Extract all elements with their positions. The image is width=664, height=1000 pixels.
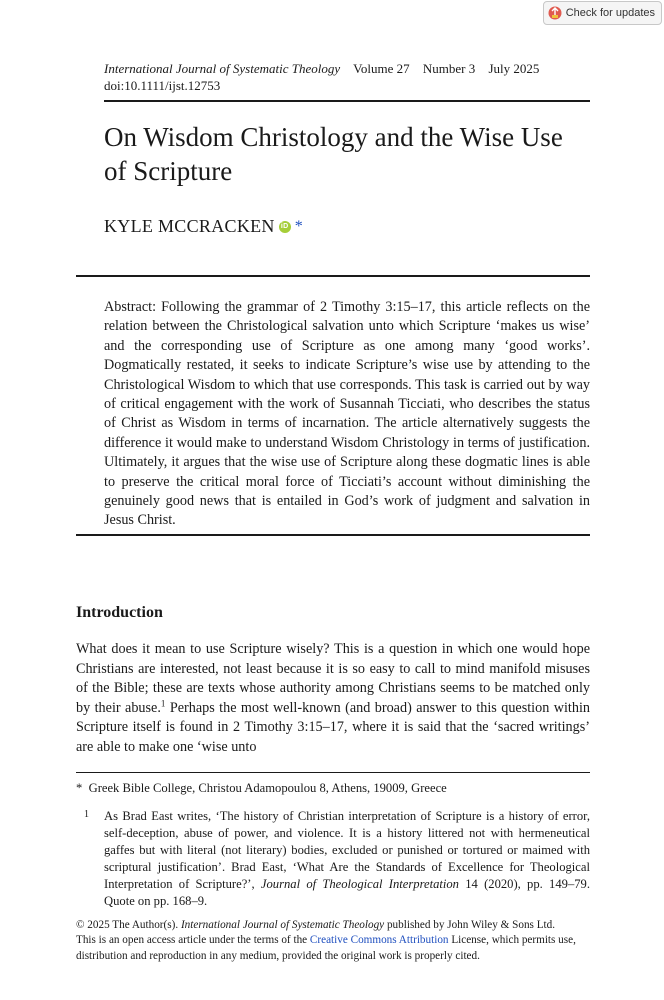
affiliation-text: Greek Bible College, Christou Adamopoulou 8, Athens, 19009, Greece	[88, 781, 447, 795]
body-paragraph	[76, 640, 590, 758]
abstract-top-rule	[76, 275, 590, 277]
volume: Volume 27	[353, 61, 410, 76]
journal-meta	[104, 60, 539, 94]
license-prefix: This is an open access article under the terms of the	[76, 934, 310, 947]
orcid-icon[interactable]: iD	[279, 221, 291, 233]
header-rule	[104, 100, 590, 102]
journal-name: International Journal of Systematic Theology	[104, 61, 341, 76]
check-for-updates-label: Check for updates	[565, 7, 655, 19]
author-line	[104, 216, 303, 237]
issue-number: Number 3	[422, 61, 476, 76]
license-suffix: License, which permits use, distribution and reproduction in any medium, provided the original work is properly cited.	[76, 934, 576, 962]
footnote-1-journal: Journal of Theological Interpretation	[260, 877, 459, 891]
footnote-1-mark: 1	[84, 809, 89, 820]
doi[interactable]: doi:10.1111/ijst.12753	[104, 78, 221, 93]
affiliation-note	[76, 780, 590, 797]
footnote-1	[104, 808, 590, 910]
footer-journal: International Journal of Systematic Theology	[180, 919, 385, 931]
body-text-part2: Perhaps the most well-known (and broad) answer to this question within Scripture itself is found in 2 Timothy 3:15–17, where it is said that the ‘sacred writings’ are able to make one ‘wise unto	[76, 699, 590, 755]
license-link[interactable]: Creative Commons Attribution	[309, 934, 449, 947]
body-text-part1: What does it mean to use Scripture wisely? This is a question in which one would hope Christians are interested, not least because it is so easy to call to mind manifold misuses of the Bible; these are texts whose authority among Christians seems to be matched only by their abuse.	[76, 641, 590, 716]
footnote-rule	[76, 772, 590, 773]
check-for-updates-icon	[548, 6, 562, 20]
article-title: On Wisdom Christology and the Wise Use of Scripture	[104, 122, 563, 186]
affiliation-link[interactable]: *	[294, 217, 304, 235]
check-for-updates-button[interactable]	[543, 1, 662, 25]
footnote-ref[interactable]: 1	[160, 698, 166, 709]
author-name: KYLE MCCRACKEN	[104, 216, 275, 236]
abstract: Abstract: Following the grammar of 2 Timothy 3:15–17, this article reflects on the relation between the Christological salvation unto which Scripture ‘makes us wise’ and the corresponding use of Scripture as one among many ‘good works’. Dogmatically restated, it seeks to indicate Scripture’s wise use by attending to the Christological Wisdom to which that use corresponds. This task is carried out by way of critical engagement with the work of Susannah Ticciati, who describes the status of Christ as Wisdom in terms of incarnation. The article alternatively suggests the difference it would make to understand Wisdom Christology in terms of justification. Ultimately, it argues that the wise use of Scripture along these dogmatic lines is able to preserve the critical moral force of Ticciati’s account without diminishing the genuinely good news that is entailed in God’s work of judgment and salvation in Jesus Christ.	[104, 299, 590, 529]
copyright-suffix: published by John Wiley & Sons Ltd.	[384, 919, 556, 931]
affiliation-mark: *	[76, 781, 83, 795]
issue-date: July 2025	[488, 61, 540, 76]
abstract-bottom-rule	[76, 534, 590, 536]
footnote-1-tail: 14 (2020), pp. 149–79. Quote on pp. 168–9.	[104, 877, 590, 908]
license-footer	[76, 918, 596, 964]
section-heading: Introduction	[76, 604, 163, 621]
footnote-1-text: As Brad East writes, ‘The history of Christian interpretation of Scripture is a history of error, self-deception, abuse of power, and violence. It is a history littered not with hermeneutical gaffes but with literal (not literary) bodies, excluded or punished or tortured or maimed with scriptural justification’. Brad East, ‘What Are the Standards of Excellence for Theological Interpretation of Scripture?’,	[104, 809, 590, 891]
copyright-prefix: © 2025 The Author(s).	[76, 919, 181, 931]
